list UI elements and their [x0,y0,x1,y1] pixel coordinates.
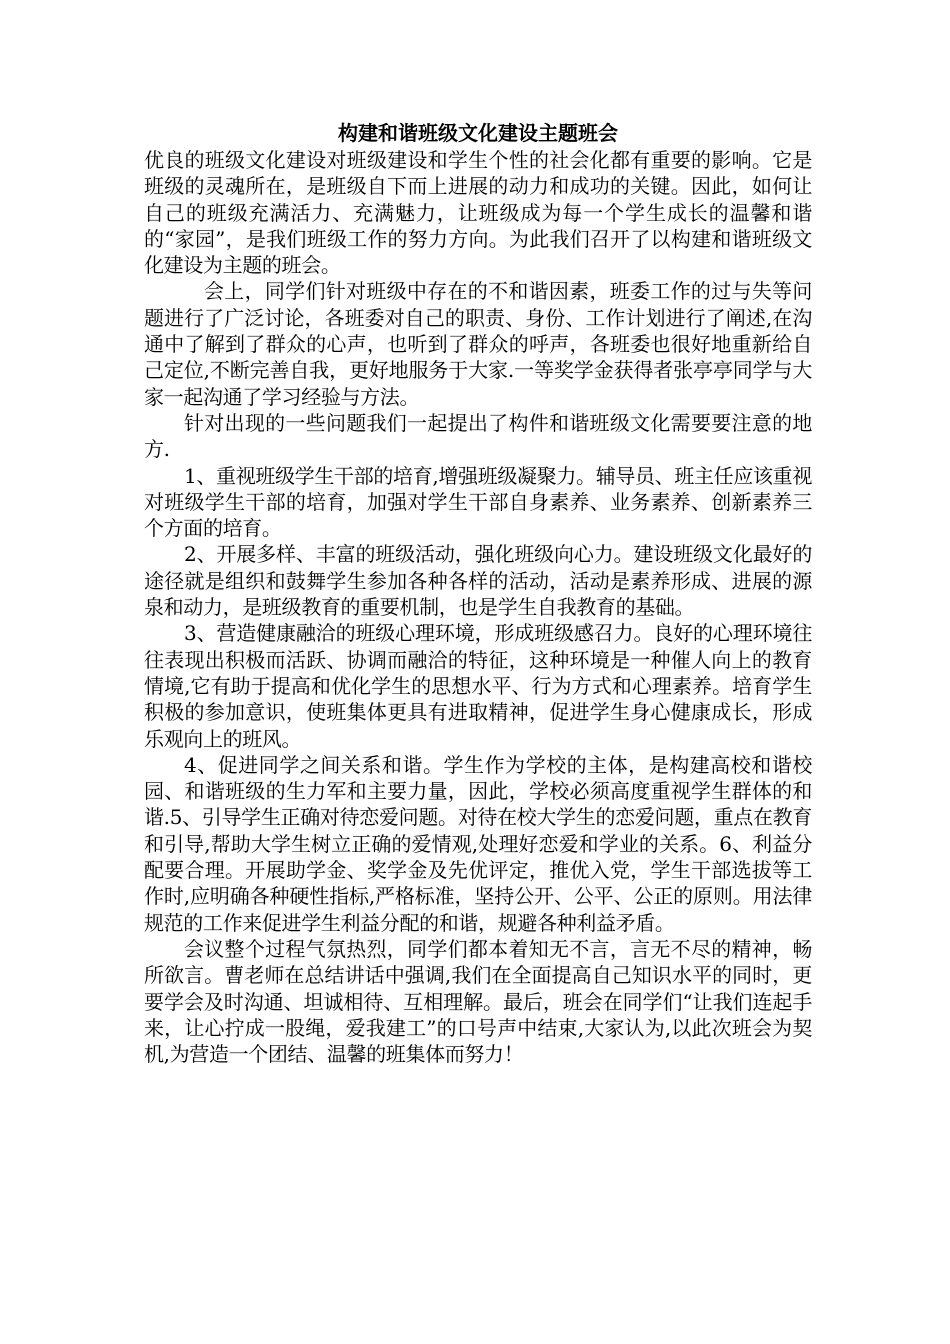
document-body [144,119,812,1067]
paragraph-point-2: 2、开展多样、丰富的班级活动，强化班级向心力。建设班级文化最好的途径就是组织和鼓舞学生参加各种各样的活动，活动是素养形成、进展的源泉和动力，是班级教育的重要机制，也是学生自我教育的基础。 [144,542,812,620]
paragraph-intro: 优良的班级文化建设对班级建设和学生个性的社会化都有重要的影响。它是班级的灵魂所在，是班级自下而上进展的动力和成功的关键。因此，如何让自己的班级充满活力、充满魅力，让班级成为每一个学生成长的温馨和谐的“家园”，是我们班级工作的努力方向。为此我们召开了以构建和谐班级文化建设为主题的班会。 [144,148,812,278]
document-title: 构建和谐班级文化建设主题班会 [338,121,618,145]
paragraph-meeting: 会上，同学们针对班级中存在的不和谐因素，班委工作的过与失等问题进行了广泛讨论，各班委对自己的职责、身份、工作计划进行了阐述,在沟通中了解到了群众的心声，也听到了群众的呼声，各班委也很好地重新给自己定位,不断完善自我，更好地服务于大家.一等奖学金获得者张亭亭同学与大家一起沟通了学习经验与方法。 [144,279,812,409]
paragraph-point-3: 3、营造健康融洽的班级心理环境，形成班级感召力。良好的心理环境往往表现出积极而活跃、协调而融洽的特征，这种环境是一种催人向上的教育情境,它有助于提高和优化学生的思想水平、行为方式和心理素养。培育学生积极的参加意识，使班集体更具有进取精神，促进学生身心健康成长，形成乐观向上的班风。 [144,621,812,751]
paragraph-issues: 针对出现的一些问题我们一起提出了构件和谐班级文化需要要注意的地方. [144,410,812,462]
paragraph-conclusion: 会议整个过程气氛热烈，同学们都本着知无不言，言无不尽的精神，畅所欲言。曹老师在总结讲话中强调,我们在全面提高自己知识水平的同时，更要学会及时沟通、坦诚相待、互相理解。最后，班会在同学们“让我们连起手来，让心拧成一股绳，爱我建工”的口号声中结束,大家认为,以此次班会为契机,为营造一个团结、温馨的班集体而努力！ [144,936,812,1067]
paragraph-point-4: 4、促进同学之间关系和谐。学生作为学校的主体，是构建高校和谐校园、和谐班级的生力军和主要力量，因此，学校必须高度重视学生群体的和谐.5、引导学生正确对待恋爱问题。对待在校大学生的恋爱问题，重点在教育和引导,帮助大学生树立正确的爱情观,处理好恋爱和学业的关系。6、利益分配要合理。开展助学金、奖学金及先优评定，推优入党，学生干部选拔等工作时,应明确各种硬性指标,严格标准，坚持公开、公平、公正的原则。用法律规范的工作来促进学生利益分配的和谐，规避各种利益矛盾。 [144,752,812,935]
paragraph-point-1: 1、重视班级学生干部的培育,增强班级凝聚力。辅导员、班主任应该重视对班级学生干部的培育，加强对学生干部自身素养、业务素养、创新素养三个方面的培育。 [144,463,812,541]
